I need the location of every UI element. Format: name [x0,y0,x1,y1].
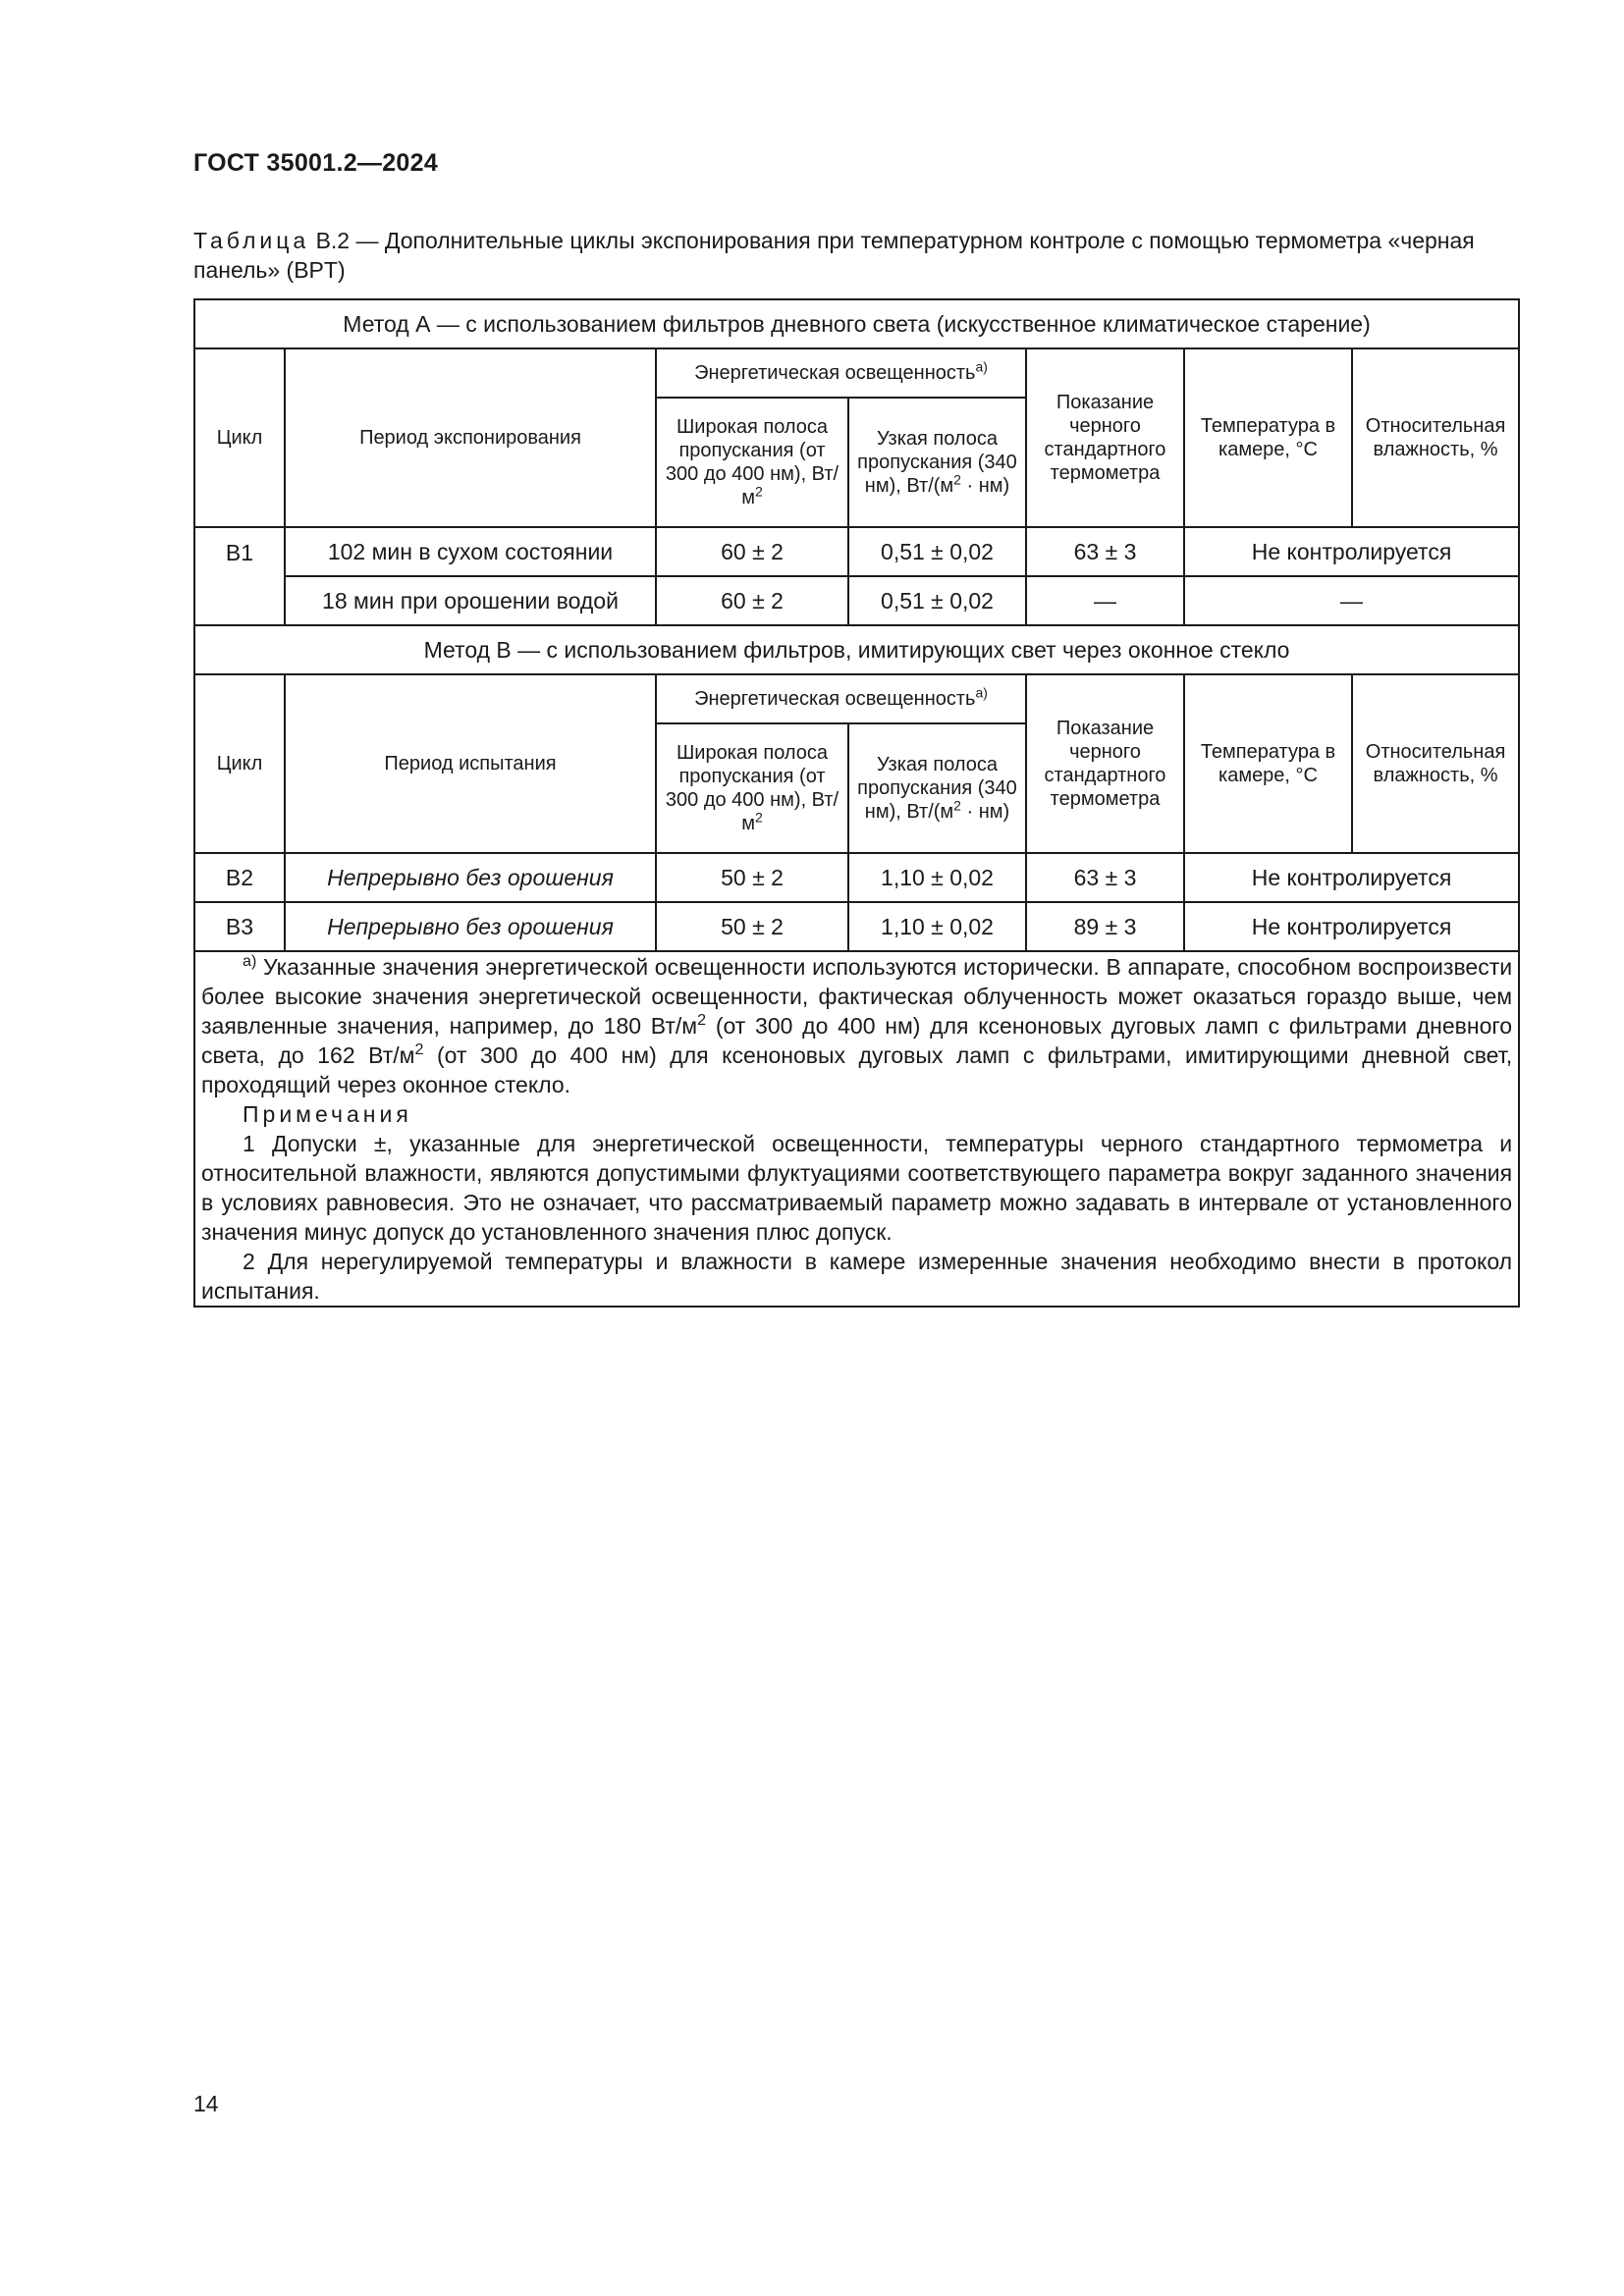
method-b-header-row [194,674,1519,723]
cell-bst: 63 ± 3 [1026,853,1184,902]
method-a-title: Метод А — с использованием фильтров дневного света (искусственное климатическое старение) [194,299,1519,348]
cell-period: 18 мин при орошении водой [285,576,656,625]
cell-cycle: B1 [194,527,285,625]
table-row [194,576,1519,625]
cell-period: Непрерывно без орошения [285,853,656,902]
cell-narrow: 0,51 ± 0,02 [848,527,1026,576]
header-cycle: Цикл [194,348,285,527]
header-narrow-band-label: Узкая полоса пропускания (340 нм), Вт/(м [857,754,1017,823]
footnote-ref: а) [975,358,988,375]
cell-bst: — [1026,576,1184,625]
notes-row [194,951,1519,1307]
header-narrow-band [848,398,1026,527]
header-temperature: Температура в камере, °С [1184,674,1352,853]
table-caption-label: Таблица [193,228,310,253]
cell-control: Не контролируется [1184,853,1519,902]
header-irradiance [656,348,1026,398]
cell-cycle: B2 [194,853,285,902]
cell-bst: 63 ± 3 [1026,527,1184,576]
header-broad-band [656,723,848,853]
header-period: Период испытания [285,674,656,853]
table-container [193,298,1518,1308]
note-2: 2 Для нерегулируемой температуры и влажности в камере измеренные значения необходимо внести в протокол испытания. [201,1249,1513,1304]
table-row [194,902,1519,951]
superscript: 2 [414,1041,424,1059]
superscript: 2 [754,483,763,500]
method-b-title: Метод В — с использованием фильтров, имитирующих свет через оконное стекло [194,625,1519,674]
page-number: 14 [193,2091,219,2116]
notes-title: Примечания [243,1101,412,1127]
header-bst: Показание черного стандартного термометра [1026,348,1184,527]
superscript: 2 [754,809,763,826]
header-broad-band-label: Широкая полоса пропускания (от 300 до 400 нм), Вт/м [665,742,839,834]
footnote-text-3: (от 300 до 400 нм) для ксеноновых дуговых ламп с фильтрами, имитирующими дневной свет, проходящий через оконное стекло. [201,1042,1513,1097]
footnote-ref: а) [975,684,988,701]
header-humidity: Относительная влажность, % [1352,674,1519,853]
header-irradiance-label: Энергетическая освещенность [694,362,976,384]
header-broad-band [656,398,848,527]
cell-narrow: 0,51 ± 0,02 [848,576,1026,625]
cell-bst: 89 ± 3 [1026,902,1184,951]
footnote-text-1: Указанные значения энергетической освещенности используются исторически. В аппарате, способном воспроизвести более высокие значения энергетической освещенности, фактическая облученность может оказаться гораздо выше, чем заявленные значения, например, до 180 Вт/м [201,954,1513,1039]
header-narrow-band-unit: · нм) [960,475,1010,497]
cell-broad: 60 ± 2 [656,576,848,625]
cell-period: Непрерывно без орошения [285,902,656,951]
footnote-paragraph [201,952,1512,1099]
cell-control: Не контролируется [1184,527,1519,576]
note-1: 1 Допуски ±, указанные для энергетической освещенности, температуры черного стандартного термометра и относительной влажности, являются допустимыми флуктуациями соответствующего параметра вокруг заданного значения в условиях равновесия. Это не означает, что рассматриваемый параметр можно задавать в интервале от установленного значения минус допуск до установленного значения плюс допуск. [201,1131,1513,1245]
cell-broad: 60 ± 2 [656,527,848,576]
header-humidity: Относительная влажность, % [1352,348,1519,527]
cell-narrow: 1,10 ± 0,02 [848,853,1026,902]
method-b-title-row [194,625,1519,674]
cell-control: — [1184,576,1519,625]
superscript: 2 [953,471,961,488]
header-period: Период экспонирования [285,348,656,527]
footnote-text-2: (от 300 до 400 нм) для ксеноновых дуговых ламп с фильтрами дневного света, до 162 Вт/м [201,1013,1513,1068]
header-bst: Показание черного стандартного термометра [1026,674,1184,853]
header-narrow-band [848,723,1026,853]
cell-cycle: B3 [194,902,285,951]
header-narrow-band-label: Узкая полоса пропускания (340 нм), Вт/(м [857,428,1017,497]
cell-broad: 50 ± 2 [656,902,848,951]
table-caption [193,226,1517,285]
header-narrow-band-unit: · нм) [960,801,1010,823]
cell-period: 102 мин в сухом состоянии [285,527,656,576]
footnote-mark: а) [243,952,257,971]
cell-control: Не контролируется [1184,902,1519,951]
header-temperature: Температура в камере, °С [1184,348,1352,527]
cell-narrow: 1,10 ± 0,02 [848,902,1026,951]
header-irradiance-label: Энергетическая освещенность [694,688,976,710]
cell-broad: 50 ± 2 [656,853,848,902]
header-cycle: Цикл [194,674,285,853]
superscript: 2 [697,1011,707,1030]
table-row [194,527,1519,576]
header-broad-band-label: Широкая полоса пропускания (от 300 до 400 нм), Вт/м [665,416,839,508]
table-row [194,853,1519,902]
method-a-header-row [194,348,1519,398]
document-id: ГОСТ 35001.2—2024 [193,149,439,177]
header-irradiance [656,674,1026,723]
method-a-title-row [194,299,1519,348]
superscript: 2 [953,797,961,814]
table-caption-text: В.2 — Дополнительные циклы экспонирования при температурном контроле с помощью термометра «черная панель» (BPT) [193,228,1475,283]
notes-cell [194,951,1519,1307]
exposure-cycles-table [193,298,1520,1308]
